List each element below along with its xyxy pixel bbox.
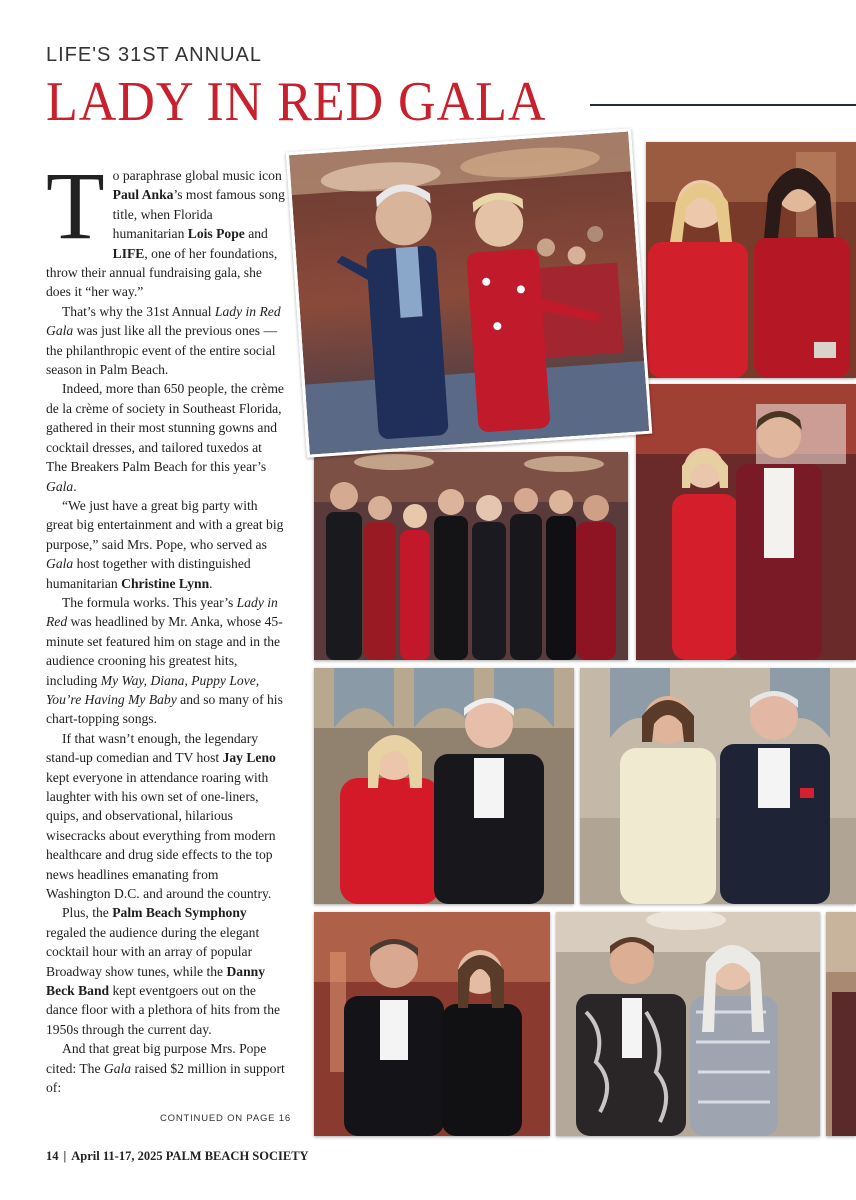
italic-title: Gala (46, 556, 74, 572)
article-paragraph (46, 729, 286, 904)
italic-title: Gala (46, 478, 74, 494)
article-paragraph (46, 302, 286, 380)
photo-couple-cream (580, 668, 856, 904)
italic-title: My Way, Diana, Puppy Love, You’re Having My Baby (46, 672, 260, 707)
footer-separator: | (63, 1149, 67, 1163)
text-run: . (209, 575, 213, 591)
page-number: 14 (46, 1149, 59, 1163)
article-paragraph (46, 496, 286, 593)
text-run: Plus, the (62, 905, 113, 921)
page-title: LADY IN RED GALA (46, 71, 547, 133)
article-paragraph (46, 1039, 286, 1097)
text-run: “We just have a great big party with great big entertainment and with a great big purpose,” said Mrs. Pope, who served as (46, 497, 284, 552)
photo-two-women-red (646, 142, 856, 378)
bold-name: Palm Beach Symphony (112, 905, 247, 921)
continued-note: CONTINUED ON PAGE 16 (160, 1113, 291, 1124)
photo-couple-silver (556, 912, 820, 1136)
text-run: The formula works. This year’s (62, 594, 237, 610)
bold-name: Danny Beck Band (46, 963, 265, 999)
text-run: , one of her foundations, throw their annual fundraising gala, she does it “her way.” (46, 245, 278, 300)
bold-name: Jay Leno (222, 750, 276, 766)
text-run: and (244, 226, 268, 242)
photo-couple-ballroom (314, 668, 574, 904)
publication-name: PALM BEACH SOCIETY (165, 1149, 309, 1163)
text-run: was just like all the previous ones — the philanthropic event of the entire social season in Palm Beach. (46, 323, 278, 378)
text-run: and so many of his chart-topping songs. (46, 691, 283, 727)
text-run: o paraphrase global music icon (112, 168, 282, 183)
text-run: raised $2 million in support of: (46, 1060, 285, 1096)
bold-name: Christine Lynn (121, 575, 210, 591)
text-run: That’s why the 31st Annual (62, 303, 215, 319)
text-run: Indeed, more than 650 people, the crème de la crème of society in Southeast Florida, gathered in their most stunning gowns and cocktail dresses, and tailored tuxedos at The Breakers Palm Beach for this year’s (46, 381, 284, 475)
kicker: LIFE'S 31ST ANNUAL (46, 44, 262, 66)
text-run: ’s most famous song title, when Florida humanitarian (112, 187, 285, 242)
bold-name: LIFE (112, 245, 145, 261)
photo-hosts-stage (286, 128, 653, 457)
bold-name: Lois Pope (187, 226, 245, 242)
text-run: host together with distinguished humanitarian (46, 556, 251, 591)
article-paragraph (46, 903, 286, 1039)
italic-title: Lady in Red Gala (46, 303, 281, 339)
article-paragraph (46, 593, 286, 729)
text-run: was headlined by Mr. Anka, whose 45-minute set featured him on stage and in the audience crooning his greatest hits, including (46, 614, 283, 688)
text-run: regaled the audience during the elegant cocktail hour with an array of popular Broadway show tunes, while the (46, 924, 260, 979)
page-footer (46, 1149, 309, 1164)
photo-couple-burgundy (636, 384, 856, 660)
text-run: kept everyone in attendance roaring with laughter with his own set of one-liners, quips, and observational, hilarious wisecracks about everything from modern healthcare and drug side effects to the top news headlines emanating from Washington D.C. and around the country. (46, 769, 276, 902)
bold-name: Paul Anka (112, 187, 174, 203)
article-paragraphs (46, 152, 286, 1098)
photo-couple-black-dress (314, 912, 550, 1136)
photo-group (314, 452, 628, 660)
italic-title: Gala (103, 1060, 132, 1076)
text-run: . (73, 478, 77, 494)
issue-date: April 11-17, 2025 (71, 1149, 163, 1163)
title-rule (590, 104, 856, 106)
text-run: kept eventgoers out on the dance floor with a plethora of hits from the 1950s through the current day. (46, 983, 281, 1037)
article-paragraph (46, 379, 286, 495)
drop-cap: T (46, 152, 105, 259)
photo-cropped-edge (826, 912, 856, 1136)
text-run: If that wasn’t enough, the legendary stand-up comedian and TV host (46, 730, 259, 766)
article-body (46, 152, 286, 1098)
text-run: And that great big purpose Mrs. Pope cited: The (46, 1041, 267, 1076)
italic-title: Lady in Red (46, 594, 278, 630)
